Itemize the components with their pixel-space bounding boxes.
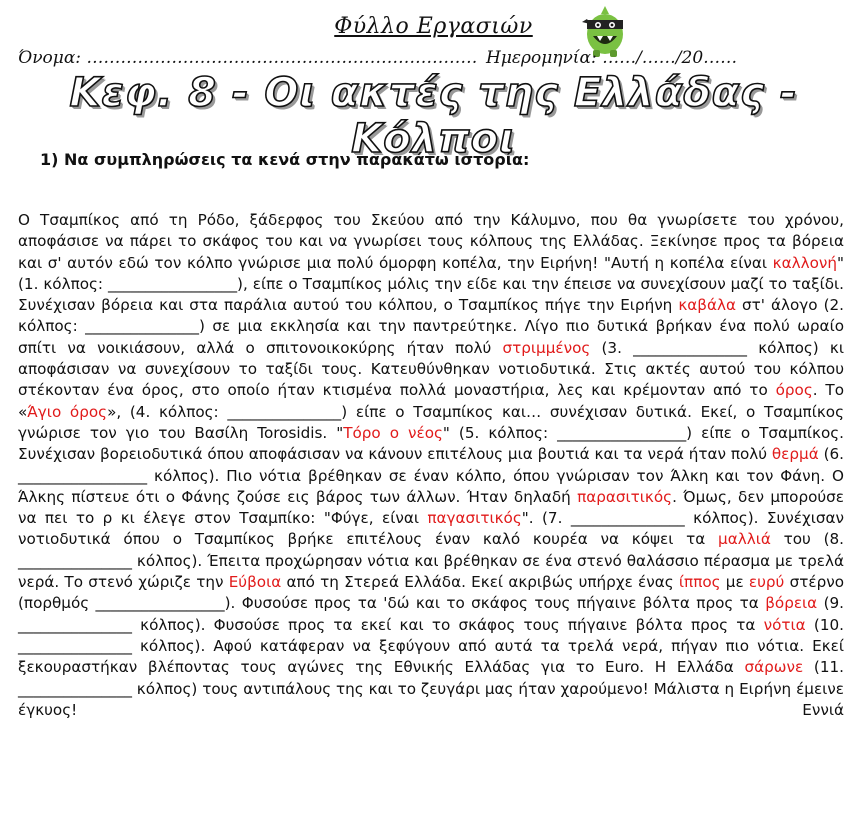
story-segment: ". (7. _______________ κόλπος). Συνέχισαν νοτιοδυτικά όπου ο Τσαμπίκος βρήκε επιτέλους έναν καλό κουρέα να κόψει τα: [18, 509, 844, 549]
story-segment: στέρνο (πορθμός _________________). Φυσούσε προς τα 'δώ και το σκάφος τους πήγαινε βόλτα προς τα: [18, 573, 844, 613]
story-highlight-word: Άγιο όρος: [27, 402, 108, 421]
story-highlight-word: βόρεια: [765, 594, 818, 613]
story-paragraph: [18, 210, 844, 721]
story-segment: (6. _________________ κόλπος). Πιο νότια βρέθηκαν σε έναν κόλπο, όπου γνώρισαν τον Άλκη και τον Φάνη. Ο Άλκης πίστευε ότι ο Φάνης ζούσε εις βάρος των άλλων. Ήταν δηλαδή: [18, 445, 844, 506]
sheet-title: Φύλλο Εργασιών: [334, 14, 533, 39]
story-segment: από τη Στερεά Ελλάδα. Εκεί ακριβώς υπήρχε ένας: [281, 573, 679, 592]
story-segment: " (5. κόλπος: _________________) είπε ο Τσαμπίκος. Συνέχισαν βορειοδυτικά όπου αποφάσισαν να κάνουν επιτέλους μια βουτιά και τα νερά ήταν πολύ: [18, 423, 844, 464]
story-highlight-word: όρος: [775, 381, 813, 400]
story-segment: (3. _______________ κόλπος) κι αποφάσισαν να συνεχίσουν το ταξίδι τους. Κατευθύνθηκαν νοτιοδυτικά. Στις ακτές αυτού του κόλπου στέκονταν ένα όρος, στο οποίο ήταν κτισμένα πολλά μοναστήρια, λες και κρέμονταν από το: [18, 338, 844, 400]
question-heading: 1) Να συμπληρώσεις τα κενά στην παρακάτω ιστορία:: [40, 150, 530, 169]
story-segment: . Όμως, δεν μπορούσε να πει το ρ κι έλεγε στον Τσαμπίκο: "Φύγε, είναι: [18, 487, 844, 528]
story-segment: στ' άλογο (2. κόλπος: _______________) σε μια εκκλησία και την παντρεύτηκε. Λίγο πιο δυτικά βρήκαν ένα πολύ ωραίο σπίτι να νοικιάσουν, αλλά ο σπιτονοικοκύρης ήταν πολύ: [18, 296, 844, 357]
story-segment: (11. _______________ κόλπος) τους αντιπάλους της και το ζευγάρι μας ήταν χαρούμενο! Μάλιστα η Ειρήνη έμεινε έγκυος! Εννιά: [18, 658, 844, 719]
name-field-label: Όνομα: ……………………………………………………………: [18, 48, 478, 68]
story-highlight-word: παγασιτικός: [427, 509, 522, 528]
story-highlight-word: Εύβοια: [228, 573, 282, 592]
story-segment: (10. _______________ κόλπος). Αφού κατάφεραν να ξεφύγουν από αυτά τα τρελά νερά, πήγαν πιο νότια. Εκεί ξεκουραστήκαν βλέποντας τους αγώνες της Εθνικής Ελλάδας για το Euro. Η Ελλάδα: [18, 615, 845, 677]
story-segment: Ο Τσαμπίκος από τη Ρόδο, ξάδερφος του Σκεύου από την Κάλυμνο, που θα γνωρίσετε του χρόνου, αποφάσισε να πάρει το σκάφος του και να γνωρίσει τους κόλπους της Ελλάδας. Ξεκίνησε προς τα βόρεια και σ' αυτόν εδώ τον κόλπο γνώρισε μια πολύ όμορφη κοπέλα, την Ειρήνη! "Αυτή η κοπέλα είναι: [18, 211, 844, 272]
story-highlight-word: σάρωνε: [744, 658, 804, 677]
story-highlight-word: μαλλιά: [718, 530, 771, 549]
story-highlight-word: παρασιτικός: [577, 487, 673, 506]
story-segment: " (1. κόλπος: _________________), είπε ο Τσαμπίκος μόλις την είδε και την έπεισε να συνεχίσουν μαζί το ταξίδι. Συνέχισαν βόρεια και στα παράλια αυτού του κόλπου, ο Τσαμπίκος πήγε την Ειρήνη: [18, 253, 844, 315]
story-text: [18, 210, 844, 721]
story-highlight-word: νότια: [763, 615, 806, 634]
story-segment: του (8. _______________ κόλπος). Έπειτα προχώρησαν νότια και βρέθηκαν σε ένα στενό θαλάσσιο πέρασμα με τρελά νερά. Το στενό χώριζε την: [18, 530, 844, 592]
story-segment: », (4. κόλπος: _______________) είπε ο Τσαμπίκος και… συνέχισαν δυτικά. Εκεί, ο Τσαμπίκος γνώρισε τον γιο του Βασίλη Torosidis. ": [18, 402, 844, 442]
chapter-title: Κεφ. 8 - Οι ακτές της Ελλάδας - Κόλποι: [69, 70, 798, 162]
story-highlight-word: στριμμένος: [502, 338, 591, 357]
story-segment: με: [720, 573, 749, 592]
story-segment: . Το «: [18, 381, 844, 421]
story-highlight-word: ίππος: [678, 573, 721, 592]
story-segment: (9. _______________ κόλπος). Φυσούσε προς τα εκεί και το σκάφος τους πήγαινε βόλτα προς τα: [18, 594, 844, 634]
story-highlight-word: θερμά: [771, 445, 819, 464]
story-highlight-word: καβάλα: [678, 296, 736, 315]
story-highlight-word: καλλονή: [772, 253, 837, 272]
date-field-label: Ημερομηνία: ……/……/20……: [486, 48, 738, 68]
story-highlight-word: ευρύ: [748, 573, 785, 592]
story-highlight-word: Τόρο ο νέος: [343, 423, 443, 442]
